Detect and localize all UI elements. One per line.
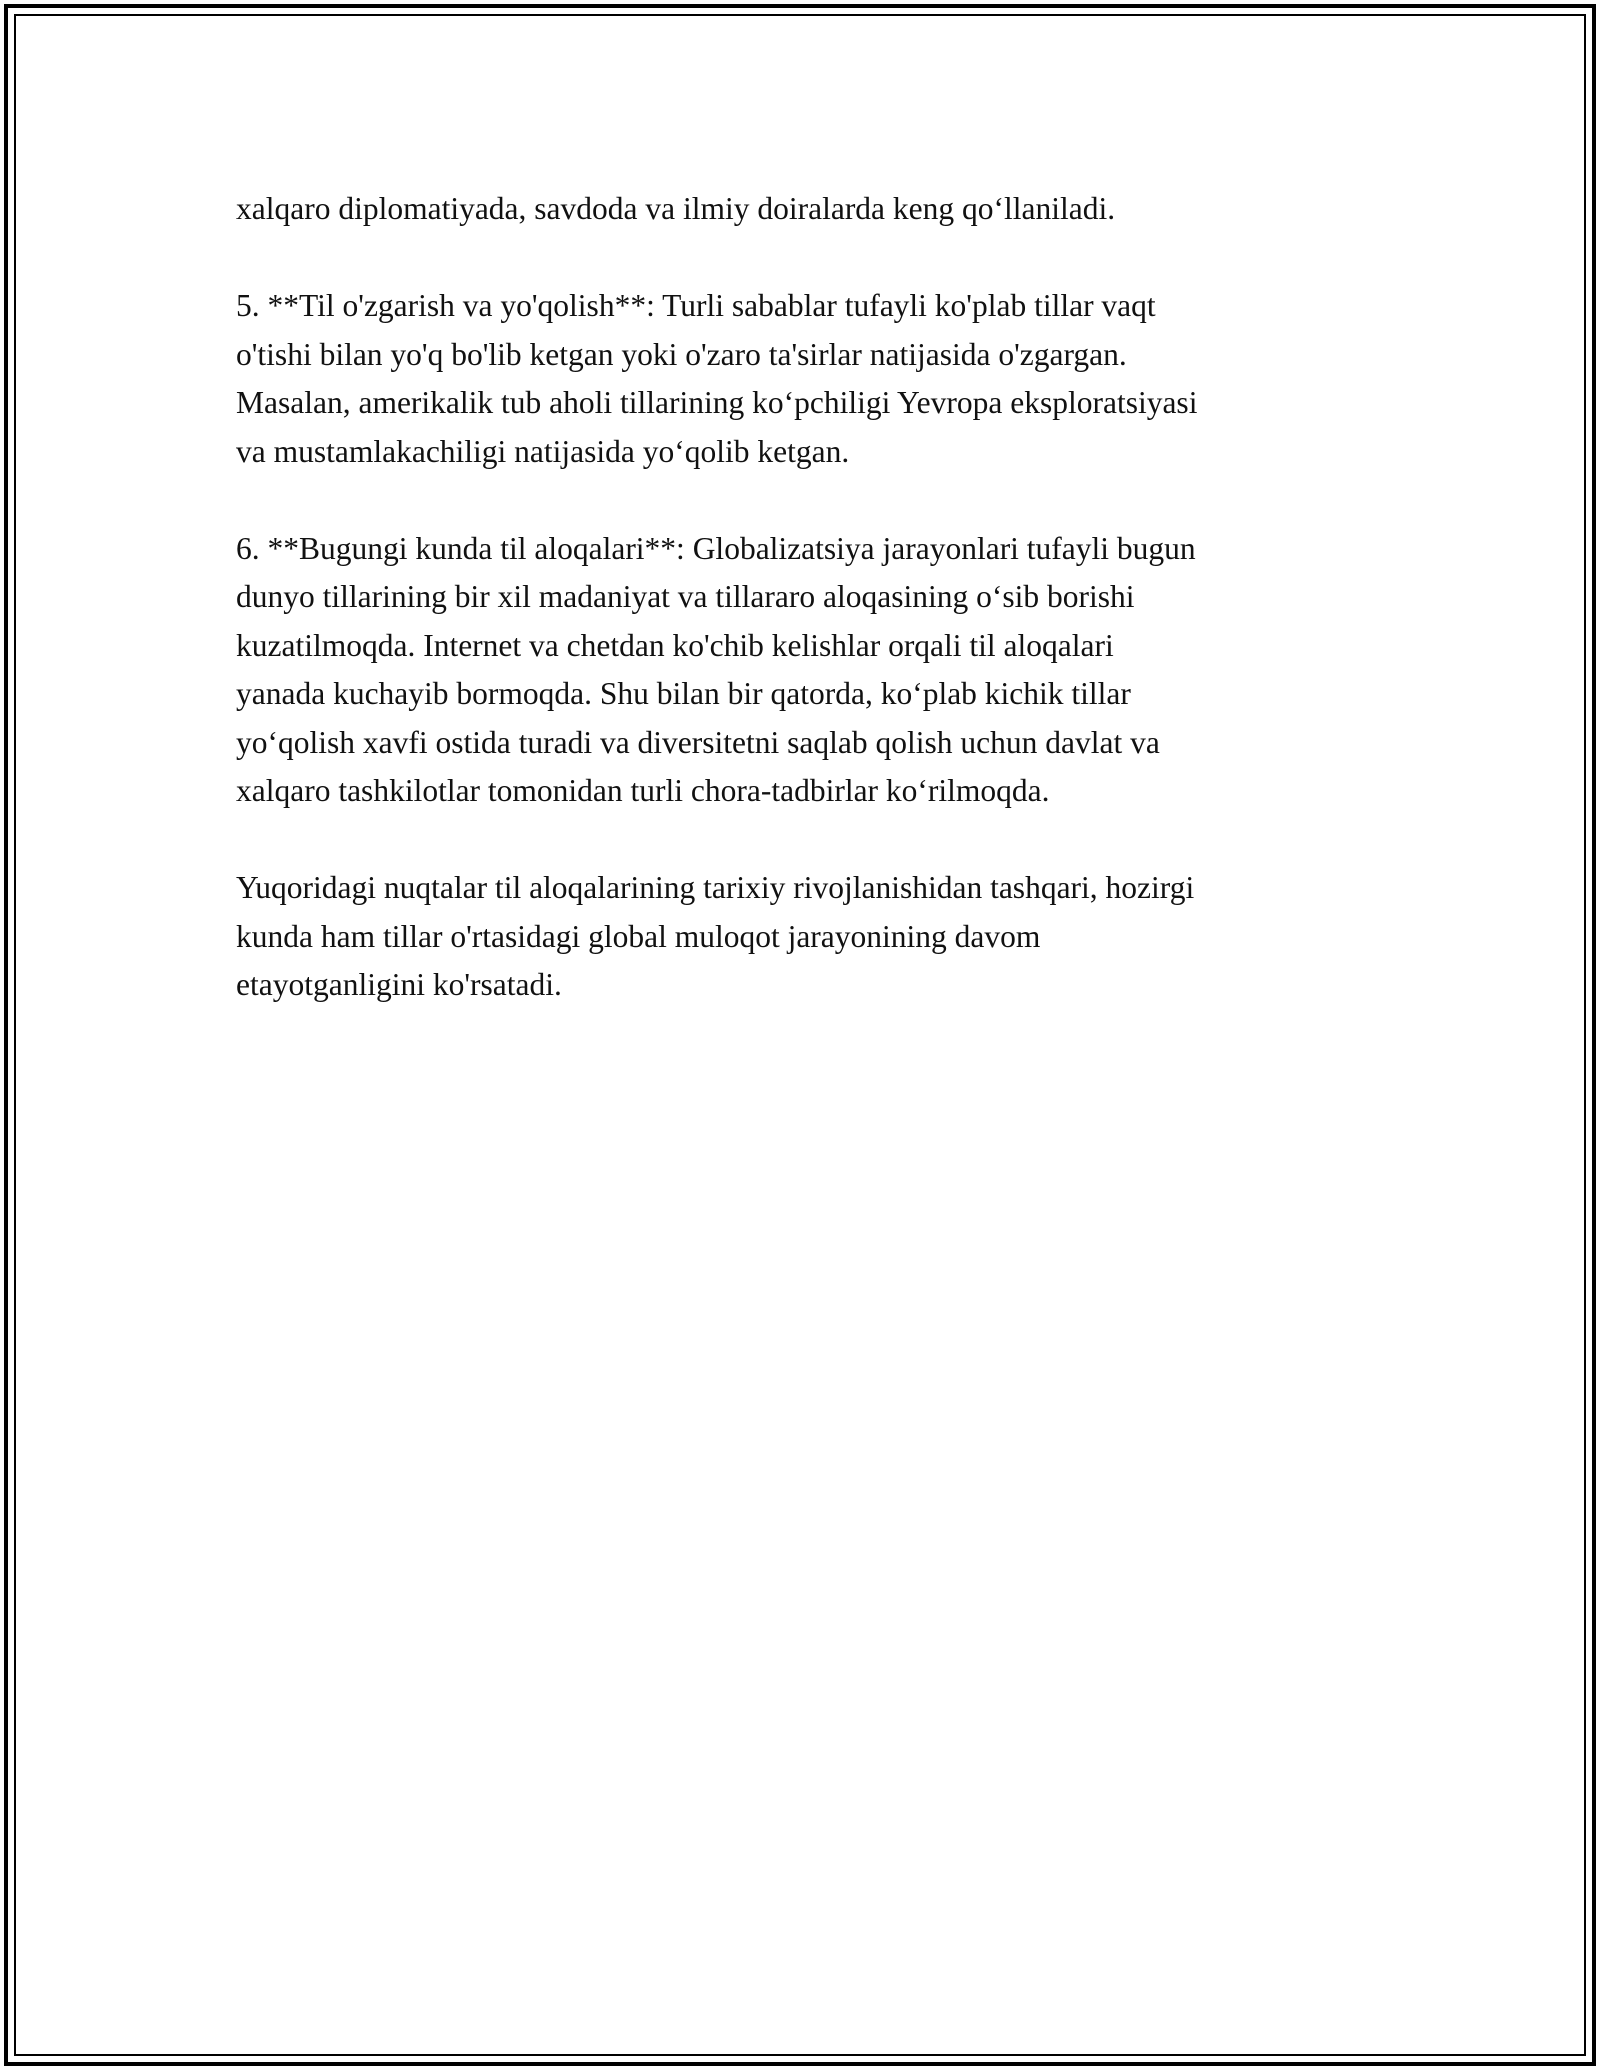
paragraph-item-5	[236, 282, 1366, 476]
paragraph-conclusion	[236, 864, 1366, 1010]
text-line: va mustamlakachiligi natijasida yo‘qolib ketgan.	[236, 433, 850, 469]
paragraph-item-6	[236, 525, 1366, 816]
text-line: etayotganligini ko'rsatadi.	[236, 967, 562, 1002]
text-line: yanada kuchayib bormoqda. Shu bilan bir qatorda, ko‘plab kichik tillar	[236, 676, 1131, 711]
paragraph-continuation	[236, 185, 1366, 234]
text-line: dunyo tillarining bir xil madaniyat va tillararo aloqasining o‘sib borishi	[236, 579, 1135, 614]
text-line: kuzatilmoqda. Internet va chetdan ko'chib kelishlar orqali til aloqalari	[236, 627, 1114, 663]
text-line: Masalan, amerikalik tub aholi tillarining ko‘pchiligi Yevropa eksploratsiyasi	[236, 385, 1198, 420]
text-line: 6. **Bugungi kunda til aloqalari**: Globalizatsiya jarayonlari tufayli bugun	[236, 530, 1196, 566]
text-line: Yuqoridagi nuqtalar til aloqalarining tarixiy rivojlanishidan tashqari, hozirgi	[236, 870, 1195, 905]
document-body	[236, 185, 1366, 1058]
text-line: 5. **Til o'zgarish va yo'qolish**: Turli sabablar tufayli ko'plab tillar vaqt	[236, 288, 1156, 323]
text-line: xalqaro tashkilotlar tomonidan turli chora-tadbirlar ko‘rilmoqda.	[236, 773, 1050, 808]
text-line: yo‘qolish xavfi ostida turadi va diversitetni saqlab qolish uchun davlat va	[236, 724, 1160, 760]
text-line: o'tishi bilan yo'q bo'lib ketgan yoki o'zaro ta'sirlar natijasida o'zgargan.	[236, 336, 1127, 372]
text-line: xalqaro diplomatiyada, savdoda va ilmiy doiralarda keng qo‘llaniladi.	[236, 191, 1116, 226]
text-line: kunda ham tillar o'rtasidagi global muloqot jarayonining davom	[236, 918, 1041, 954]
